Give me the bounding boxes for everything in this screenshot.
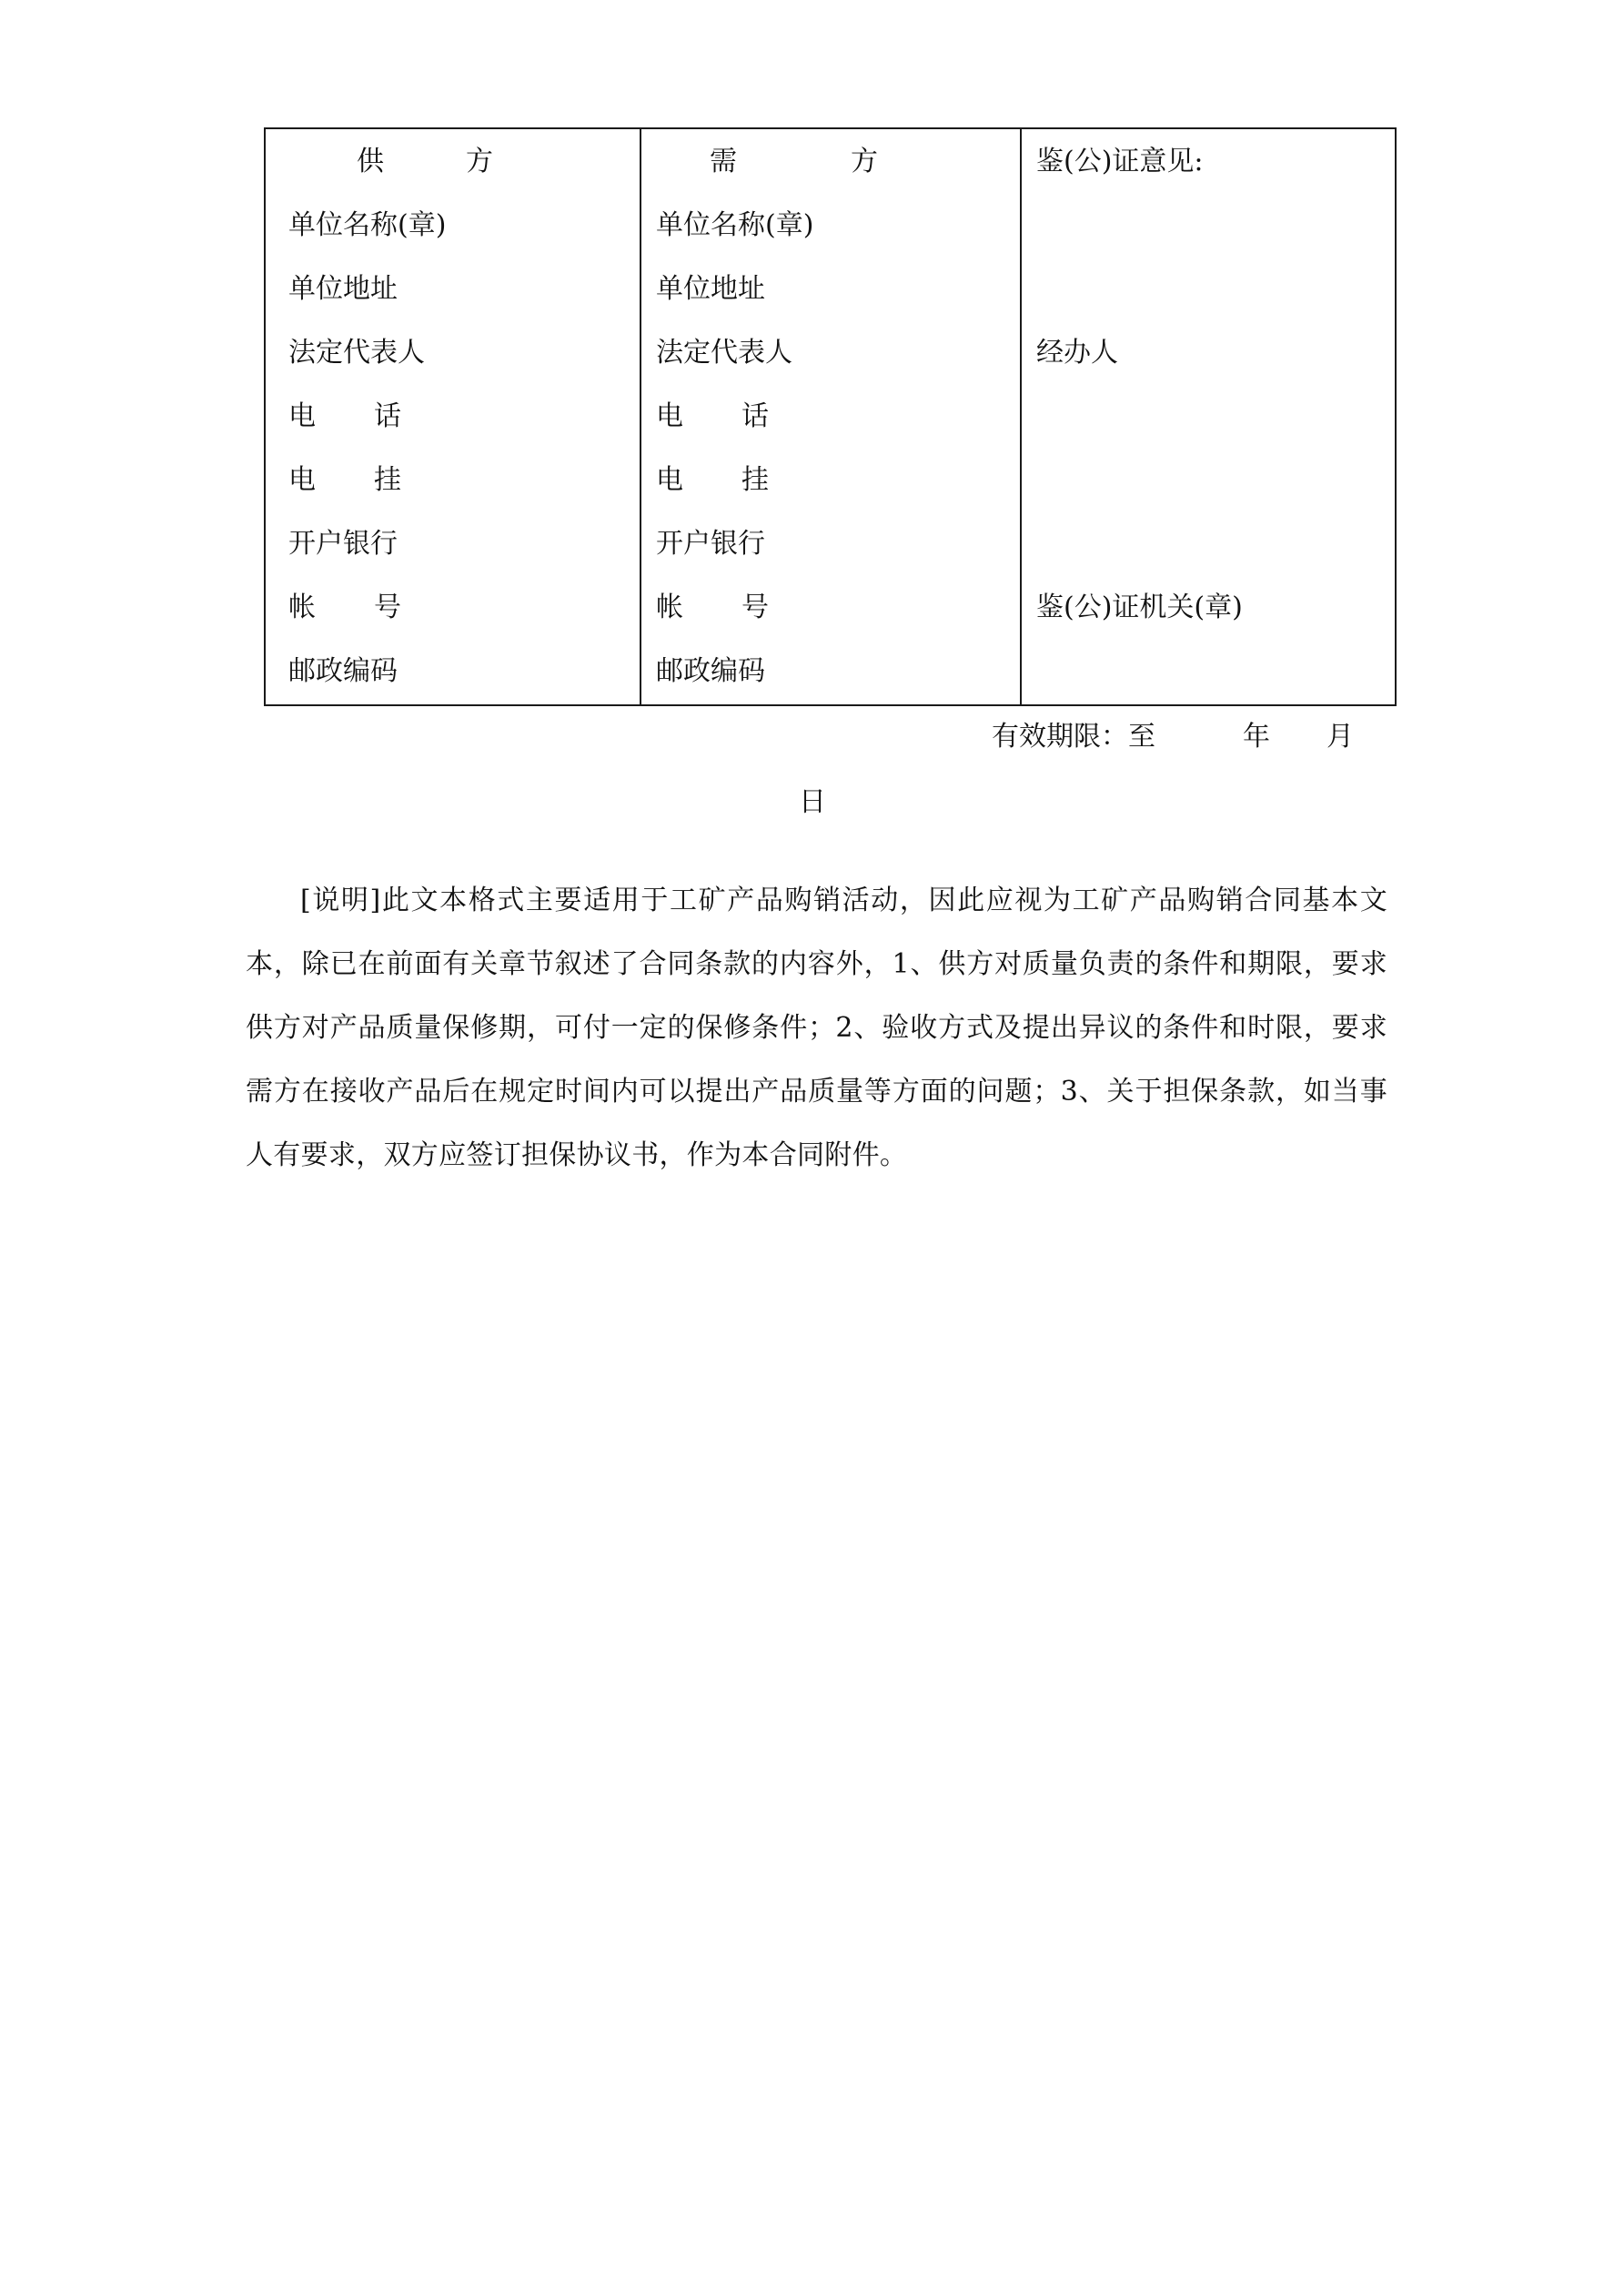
supplier-phone-left: 电 — [288, 400, 316, 432]
supplier-account — [288, 592, 401, 624]
buyer-header-right: 方 — [851, 146, 878, 177]
supplier-telegram-left: 电 — [288, 464, 316, 496]
buyer-account — [656, 592, 769, 624]
supplier-telegram-right: 挂 — [374, 464, 401, 496]
notary-handler: 经办人 — [1036, 337, 1118, 369]
explanatory-note: [说明]此文本格式主要适用于工矿产品购销活动，因此应视为工矿产品购销合同基本文本，除已在前面有关章节叙述了合同条款的内容外，1、供方对质量负责的条件和期限，要求供方对产品质量保修期，可付一定的保修条件；2、验收方式及提出异议的条件和时限，要求需方在接收产品后在规定时间内可以提出产品质量等方面的问题；3、关于担保条款，如当事人有要求，双方应签订担保协议书，作为本合同附件。 — [246, 885, 1387, 1171]
supplier-unit-address: 单位地址 — [288, 273, 398, 305]
buyer-column — [641, 129, 1022, 704]
validity-label: 有效期限：至 — [992, 721, 1155, 753]
buyer-legal-rep: 法定代表人 — [656, 337, 792, 369]
supplier-unit-name: 单位名称(章) — [288, 209, 447, 241]
buyer-bank: 开户银行 — [656, 528, 765, 560]
supplier-account-right: 号 — [374, 592, 401, 623]
buyer-phone-right: 话 — [741, 400, 769, 432]
validity-period — [992, 721, 1369, 754]
supplier-telegram — [288, 464, 401, 497]
buyer-unit-name: 单位名称(章) — [656, 209, 814, 241]
supplier-phone — [288, 400, 401, 433]
notary-authority: 鉴(公)证机关(章) — [1036, 592, 1243, 623]
buyer-telegram — [656, 464, 769, 497]
buyer-account-left: 帐 — [656, 592, 683, 623]
buyer-phone-left: 电 — [656, 400, 683, 432]
buyer-phone — [656, 400, 769, 433]
notary-column — [1022, 129, 1395, 704]
buyer-header — [710, 146, 878, 178]
buyer-header-left: 需 — [710, 146, 737, 177]
supplier-header-right: 方 — [466, 146, 493, 177]
supplier-header — [357, 146, 493, 178]
validity-month: 月 — [1326, 721, 1354, 753]
supplier-account-left: 帐 — [288, 592, 316, 623]
buyer-unit-address: 单位地址 — [656, 273, 765, 305]
buyer-account-right: 号 — [741, 592, 769, 623]
buyer-telegram-left: 电 — [656, 464, 683, 496]
supplier-header-left: 供 — [357, 146, 384, 177]
supplier-postcode: 邮政编码 — [288, 655, 398, 687]
contract-signature-table — [264, 127, 1397, 706]
supplier-legal-rep: 法定代表人 — [288, 337, 425, 369]
supplier-phone-right: 话 — [374, 400, 401, 432]
buyer-postcode: 邮政编码 — [656, 655, 765, 687]
validity-year: 年 — [1243, 721, 1270, 753]
notary-opinion: 鉴(公)证意见: — [1036, 146, 1204, 177]
buyer-telegram-right: 挂 — [741, 464, 769, 496]
supplier-column — [266, 129, 641, 704]
supplier-bank: 开户银行 — [288, 528, 398, 560]
validity-day: 日 — [799, 786, 826, 818]
